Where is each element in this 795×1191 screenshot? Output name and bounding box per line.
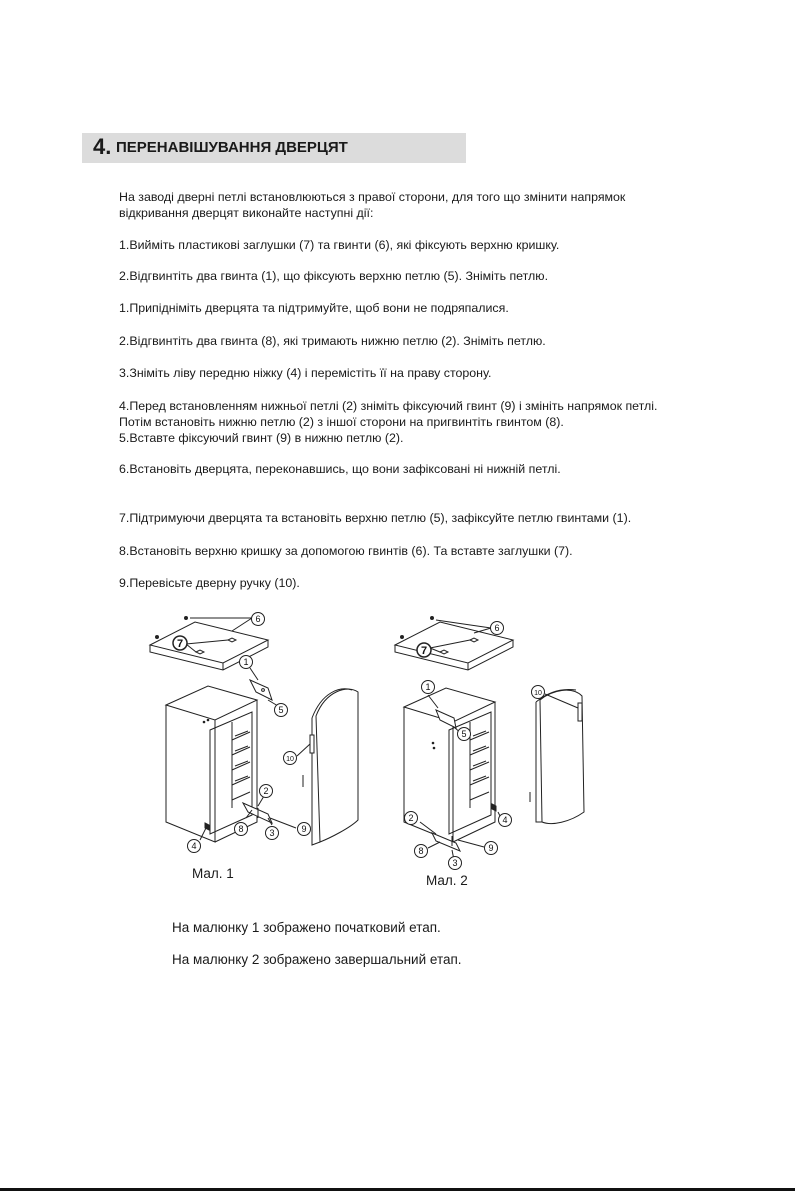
svg-text:9: 9	[488, 843, 494, 853]
svg-text:6: 6	[255, 614, 261, 624]
figure-1-caption: Мал. 1	[192, 866, 234, 881]
callout-6-fig2	[491, 622, 504, 635]
step-unscrew-top-hinge: 2.Відгвинтіть два гвинта (1), що фіксують верхню петлю (5). Зніміть петлю.	[119, 269, 549, 283]
callout-3-fig1	[266, 827, 279, 840]
callout-1-fig2	[422, 681, 435, 694]
svg-text:7: 7	[420, 645, 428, 657]
svg-text:8: 8	[238, 824, 244, 834]
callout-10-fig1	[284, 752, 297, 765]
svg-text:5: 5	[278, 705, 284, 715]
svg-text:10: 10	[534, 690, 542, 697]
svg-text:2: 2	[263, 786, 269, 796]
callout-5-fig1	[275, 704, 288, 717]
step-reverse-hinge: 4.Перед встановленням нижньої петлі (2) зніміть фіксуючий гвинт (9) і змініть напрямок петлі.	[119, 399, 658, 413]
svg-text:9: 9	[301, 824, 307, 834]
svg-text:3: 3	[269, 828, 275, 838]
step-remove-plugs: 1.Вийміть пластикові заглушки (7) та гвинти (6), які фіксують верхню кришку.	[119, 238, 560, 252]
section-title: ПЕРЕНАВІШУВАННЯ ДВЕРЦЯТ	[116, 139, 348, 156]
callout-3-fig2	[449, 857, 462, 870]
svg-text:5: 5	[461, 729, 467, 739]
svg-text:6: 6	[494, 623, 500, 633]
callout-6-fig1	[252, 613, 265, 626]
callout-2-fig2	[405, 812, 418, 825]
step-lift-door: 1.Припідніміть дверцята та підтримуйте, щоб вони не подряпалися.	[119, 301, 509, 315]
svg-text:1: 1	[243, 657, 249, 667]
callout-10-fig2	[532, 686, 545, 699]
callout-8-fig1	[235, 823, 248, 836]
callout-9-fig1	[298, 823, 311, 836]
svg-text:2: 2	[408, 813, 414, 823]
callout-7-fig2	[417, 643, 431, 657]
svg-text:8: 8	[418, 846, 424, 856]
note-figure-2: На малюнку 2 зображено завершальний етап.	[172, 952, 462, 967]
callout-1-fig1	[240, 656, 253, 669]
svg-text:10: 10	[286, 756, 294, 763]
callout-7-fig1	[173, 636, 187, 650]
callout-4-fig1	[188, 840, 201, 853]
intro-line-2: відкривання дверцят виконайте наступні дії:	[119, 206, 374, 220]
callout-5-fig2	[458, 728, 471, 741]
note-figure-1: На малюнку 1 зображено початковий етап.	[172, 920, 441, 935]
callout-4-fig2	[499, 814, 512, 827]
svg-text:1: 1	[425, 682, 431, 692]
callout-2-fig1	[260, 785, 273, 798]
callout-8-fig2	[415, 845, 428, 858]
svg-text:4: 4	[502, 815, 508, 825]
step-install-cover: 8.Встановіть верхню кришку за допомогою гвинтів (6). Та вставте заглушки (7).	[119, 544, 573, 558]
door-reversal-illustration	[0, 600, 795, 870]
step-install-door: 6.Встановіть дверцята, переконавшись, що вони зафіксовані ні нижній петлі.	[119, 462, 561, 476]
intro-line-1: На заводі дверні петлі встановлюються з правої сторони, для того що змінити напрямок	[119, 190, 626, 204]
svg-text:3: 3	[452, 858, 458, 868]
step-install-top-hinge: 7.Підтримуючи дверцята та встановіть верхню петлю (5), зафіксуйте петлю гвинтами (1).	[119, 511, 632, 525]
callout-9-fig2	[485, 842, 498, 855]
step-install-hinge: Потім встановіть нижню петлю (2) з іншої сторони на пригвинтіть гвинтом (8).	[119, 415, 564, 429]
step-unscrew-bottom-hinge: 2.Відгвинтіть два гвинта (8), які тримають нижню петлю (2). Зніміть петлю.	[119, 334, 546, 348]
svg-text:4: 4	[191, 841, 197, 851]
step-move-foot: 3.Зніміть ліву передню ніжку (4) і перемістіть її на праву сторону.	[119, 366, 492, 380]
figure-1-drawing	[150, 617, 358, 846]
svg-text:7: 7	[176, 638, 184, 650]
section-header	[82, 133, 466, 163]
figure-2-caption: Мал. 2	[426, 873, 468, 888]
step-insert-screw: 5.Вставте фіксуючий гвинт (9) в нижню петлю (2).	[119, 431, 404, 445]
step-move-handle: 9.Перевісьте дверну ручку (10).	[119, 576, 300, 590]
section-number: 4.	[93, 134, 112, 159]
